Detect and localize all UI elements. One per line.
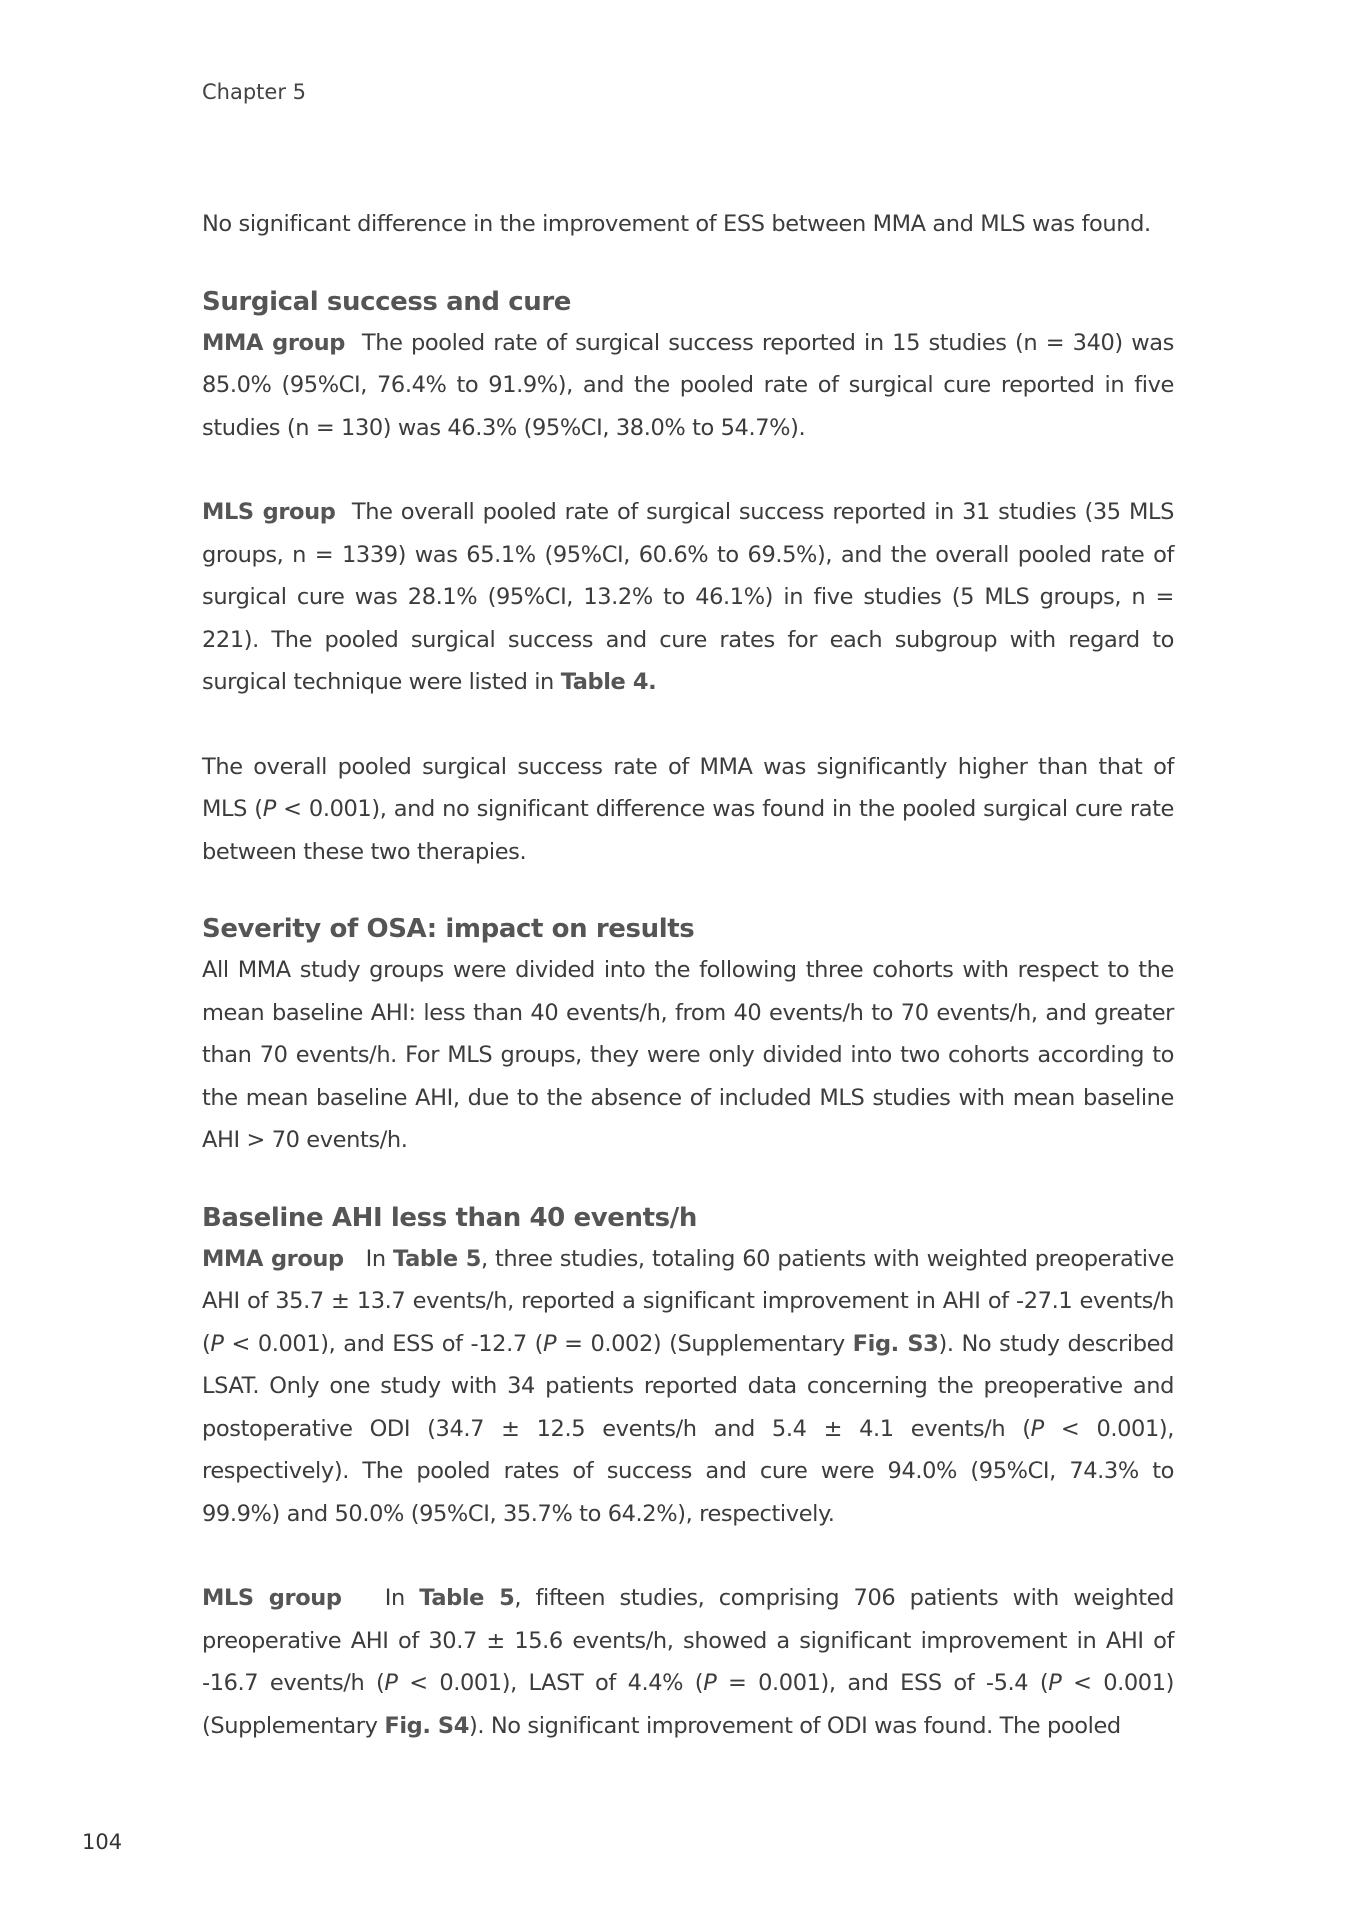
section-severity — [202, 909, 1174, 1162]
figure-reference: Fig. S3 — [852, 1330, 939, 1357]
section-heading: Baseline AHI less than 40 events/h — [202, 1202, 697, 1233]
lead-label: MLS group — [202, 1585, 342, 1611]
text-segment: ). No significant improvement of ODI was found. The pooled — [468, 1712, 1121, 1739]
p-symbol: P — [703, 1670, 717, 1696]
p-symbol: P — [1048, 1670, 1062, 1696]
p-symbol: P — [210, 1330, 224, 1357]
severity-paragraph: All MMA study groups were divided into the following three cohorts with respect to the mean baseline AHI: less than 40 events/h, from 40 events/h to 70 events/h, and greater than 70 events/h. For MLS groups, they were only divided into two cohorts according to the mean baseline AHI, due to the absence of included MLS studies with mean baseline AHI > 70 events/h. — [202, 957, 1174, 1153]
text-segment: , fifteen studies, comprising 706 patients with weighted preoperative AHI of 30.7 ± 15.6 events/h, showed a significant improvement in AHI of -16.7 events/h ( — [202, 1585, 1174, 1696]
table-reference: Table 5 — [419, 1585, 515, 1611]
text-segment: In — [384, 1585, 405, 1611]
comparison-paragraph — [202, 746, 1174, 874]
figure-reference: Fig. S4 — [384, 1712, 469, 1739]
p-symbol: P — [384, 1670, 398, 1696]
text-segment: < 0.001), and ESS of -12.7 ( — [231, 1330, 544, 1357]
mls-baseline-paragraph — [202, 1577, 1174, 1747]
text-segment: = 0.001), and ESS of -5.4 ( — [728, 1670, 1049, 1696]
page-number: 104 — [82, 1830, 123, 1854]
text-segment: , three studies, totaling 60 patients with weighted preoperative AHI of 35.7 ± 13.7 events/h, reported a significant improvement in AHI of -27.1 events/h ( — [202, 1245, 1174, 1357]
paragraph-text: The overall pooled rate of surgical success reported in 31 studies (35 MLS groups, n = 1339) was 65.1% (95%CI, 60.6% to 69.5%), and the overall pooled rate of surgical cure was 28.1% (95%CI, 13.2% to 46.1%) in five studies (5 MLS groups, n = 221). The pooled surgical success and cure rates for each subgroup with regard to surgical technique were listed in — [202, 499, 1174, 695]
text-segment: < 0.001), and no significant difference was found in the pooled surgical cure rate between these two therapies. — [202, 796, 1174, 865]
intro-paragraph: No significant difference in the improvement of ESS between MMA and MLS was found. — [202, 211, 1151, 237]
mls-success-paragraph — [202, 491, 1174, 704]
lead-label: MMA group — [202, 329, 345, 356]
text-segment: The overall pooled surgical success rate of MMA was significantly higher than that of MLS ( — [202, 753, 1174, 822]
body-text — [202, 203, 1174, 1747]
table-reference: Table 5 — [393, 1245, 481, 1272]
p-symbol: P — [543, 1330, 557, 1357]
text-segment: < 0.001) (Supplementary — [202, 1670, 1174, 1739]
section-heading: Surgical success and cure — [202, 286, 572, 317]
mma-baseline-paragraph — [202, 1238, 1174, 1536]
mma-success-paragraph — [202, 322, 1174, 450]
p-symbol: P — [262, 796, 276, 822]
running-head: Chapter 5 — [202, 80, 306, 104]
p-symbol: P — [1030, 1415, 1044, 1442]
lead-label: MMA group — [202, 1245, 344, 1272]
text-segment: < 0.001), respectively). The pooled rates of success and cure were 94.0% (95%CI, 74.3% to 99.9%) and 50.0% (95%CI, 35.7% to 64.2%), respectively. — [202, 1415, 1174, 1527]
section-heading: Severity of OSA: impact on results — [202, 914, 695, 944]
text-segment: In — [365, 1245, 386, 1272]
section-surgical-success — [202, 282, 1174, 874]
text-segment: ). No study described LSAT. Only one study with 34 patients reported data concerning the preoperative and postoperative ODI (34.7 ± 12.5 events/h and 5.4 ± 4.1 events/h ( — [202, 1330, 1174, 1442]
text-segment: = 0.002) (Supplementary — [564, 1330, 845, 1357]
text-segment: < 0.001), LAST of 4.4% ( — [409, 1670, 704, 1696]
table-reference: Table 4. — [560, 669, 657, 695]
lead-label: MLS group — [202, 499, 336, 525]
section-baseline-ahi — [202, 1198, 1174, 1748]
paragraph-text: The pooled rate of surgical success reported in 15 studies (n = 340) was 85.0% (95%CI, 76.4% to 91.9%), and the pooled rate of surgical cure reported in five studies (n = 130) was 46.3% (95%CI, 38.0% to 54.7%). — [202, 329, 1174, 441]
